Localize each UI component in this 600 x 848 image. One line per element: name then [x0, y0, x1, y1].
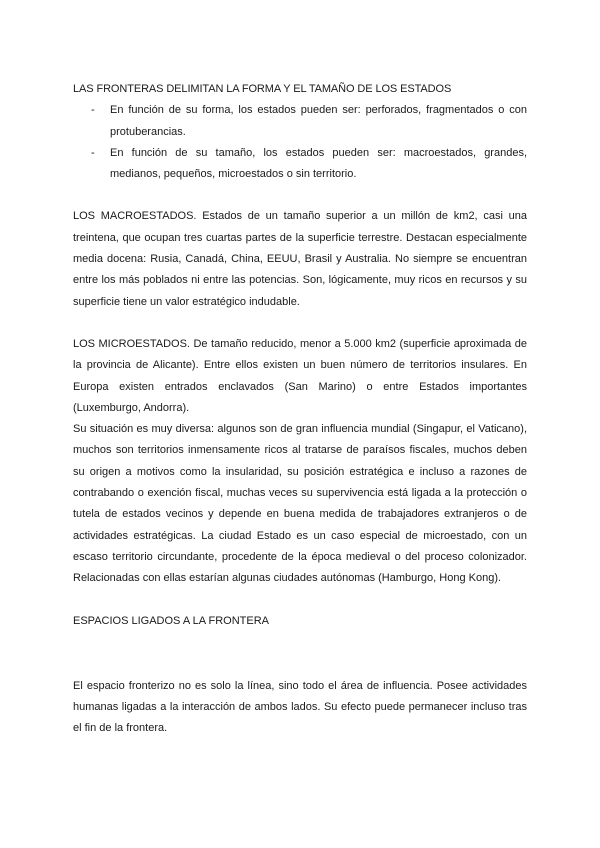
paragraph-macroestados: LOS MACROESTADOS. Estados de un tamaño superior a un millón de km2, casi una treintena, que ocupan tres cuartas partes de la superficie terrestre. Destacan especialmente media docena: Rusia, Canadá, China, EEUU, Brasil y Australia. No siempre se encuentran entre los más poblados ni entre las potencias. Son, lógicamente, muy ricos en recursos y su superficie tiene un valor estratégico indudable.: [73, 210, 527, 308]
paragraph-border-spaces: El espacio fronterizo no es solo la línea, sino todo el área de influencia. Posee actividades humanas ligadas a la interacción de ambos lados. Su efecto puede permanecer incluso tras el fin de la frontera.: [73, 679, 527, 735]
bullet-item-shape: [73, 100, 527, 143]
document-page: [73, 79, 527, 740]
bullet-item-size: [73, 143, 527, 186]
blank-line: [73, 654, 527, 676]
bullet-marker: -: [91, 146, 95, 159]
bullet-marker: -: [91, 104, 95, 117]
blank-line: [73, 632, 527, 654]
blank-line: [73, 185, 527, 206]
paragraph-microestados-situation: Su situación es muy diversa: algunos son de gran influencia mundial (Singapur, el Vaticano), muchos son territorios inmensamente ricos al tratarse de paraísos fiscales, muchos deben su origen a motivos como la insularidad, su posición estratégica e incluso a razones de contrabando o exención fiscal, muchas veces su supervivencia está ligada a la protección o tutela de estados vecinos y depende en buena medida de trabajadores extranjeros o de actividades estratégicas. La ciudad Estado es un caso especial de microestado, con un escaso territorio circundante, procedente de la época medieval o del proceso colonizador. Relacionadas con ellas estarían algunas ciudades autónomas (Hamburgo, Hong Kong).: [73, 423, 527, 585]
paragraph-microestados-intro: LOS MICROESTADOS. De tamaño reducido, menor a 5.000 km2 (superficie aproximada de la provincia de Alicante). Entre ellos existen un buen número de territorios insulares. En Europa existen entrados enclavados (San Marino) o entre Estados importantes (Luxemburgo, Andorra).: [73, 337, 527, 414]
bullet-text: En función de su forma, los estados pueden ser: perforados, fragmentados o con protuberancias.: [110, 104, 527, 138]
blank-line: [73, 590, 527, 611]
section-heading-borders: LAS FRONTERAS DELIMITAN LA FORMA Y EL TAMAÑO DE LOS ESTADOS: [73, 83, 452, 95]
bullet-list: [73, 100, 527, 185]
bullet-text: En función de su tamaño, los estados pueden ser: macroestados, grandes, medianos, pequeños, microestados o sin territorio.: [110, 146, 527, 181]
blank-line: [73, 313, 527, 334]
section-heading-border-spaces: ESPACIOS LIGADOS A LA FRONTERA: [73, 614, 270, 627]
